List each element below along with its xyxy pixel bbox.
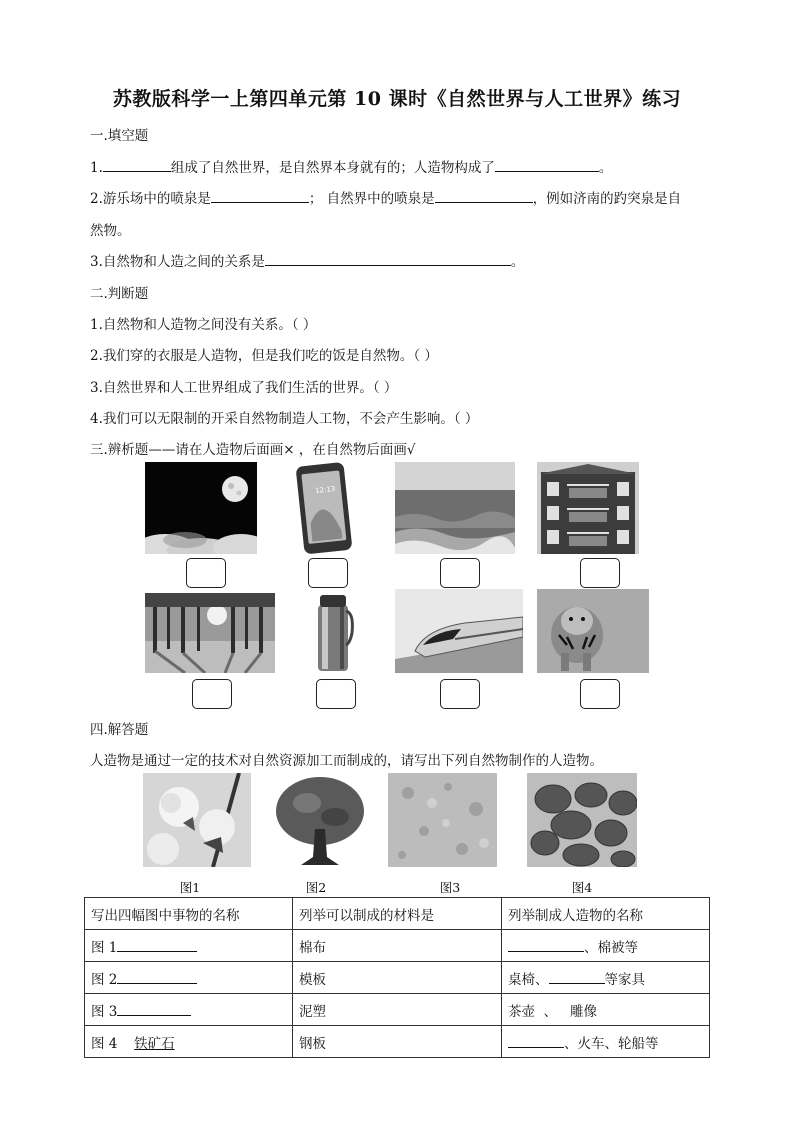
answer-blank[interactable]	[508, 1035, 564, 1048]
table-cell: 、火车、轮船等	[502, 1026, 710, 1058]
answer-blank[interactable]	[508, 939, 584, 952]
table-cell: 模板	[293, 962, 502, 994]
table-cell: 桌椅、 等家具	[502, 962, 710, 994]
blank[interactable]	[495, 159, 599, 172]
worksheet-title: 苏教版科学一上第四单元第 10 课时《自然世界与人工世界》练习	[112, 88, 682, 110]
section3-heading: 三.辨析题——请在人造物后面画× ，在自然物后面画√	[90, 442, 416, 458]
figure-caption: 图3	[439, 880, 461, 895]
fill-question-2-cont: 然物。	[90, 223, 131, 239]
table-header: 写出四幅图中事物的名称	[85, 898, 293, 930]
answer-table	[84, 897, 710, 1058]
answer-blank[interactable]	[117, 939, 197, 952]
judge-item: 3.自然世界和人工世界组成了我们生活的世界。（ ）	[90, 380, 398, 396]
iron-ore-image	[527, 773, 637, 867]
table-cell: 图 2	[85, 962, 293, 994]
sea-waves-image	[395, 462, 515, 554]
high-speed-train-image	[395, 589, 523, 673]
table-row	[85, 1026, 710, 1058]
table-cell: 泥塑	[293, 994, 502, 1026]
tiger-image	[537, 589, 649, 673]
fill-question-2: 2.游乐场中的喷泉是 ； 自然界中的喷泉是 ，例如济南的趵突泉是自	[90, 191, 682, 207]
filled-answer[interactable]: 铁矿石	[134, 1035, 175, 1052]
table-cell: 图 1	[85, 930, 293, 962]
section4-heading: 四.解答题	[90, 722, 149, 738]
cotton-image	[143, 773, 251, 867]
blank[interactable]	[435, 190, 533, 203]
table-row	[85, 930, 710, 962]
smartphone-image	[295, 462, 357, 554]
judge-item: 4.我们可以无限制的开采自然物制造人工物，不会产生影响。（ ）	[90, 411, 479, 427]
answer-box[interactable]	[316, 679, 356, 709]
fill-question-3: 3.自然物和人造之间的关系是 。	[90, 254, 525, 270]
table-cell: 、棉被等	[502, 930, 710, 962]
answer-box[interactable]	[186, 558, 226, 588]
blank[interactable]	[103, 159, 171, 172]
section4-intro: 人造物是通过一定的技术对自然资源加工而制成的，请写出下列自然物制作的人造物。	[90, 753, 603, 769]
table-header: 列举可以制成的材料是	[293, 898, 502, 930]
answer-box[interactable]	[308, 558, 348, 588]
table-row	[85, 962, 710, 994]
figure-caption: 图4	[571, 880, 593, 895]
blank[interactable]	[211, 190, 309, 203]
table-header-row	[85, 898, 710, 930]
tree-image	[273, 773, 367, 867]
answer-blank[interactable]	[117, 1003, 191, 1016]
answer-box[interactable]	[192, 679, 232, 709]
figure-caption: 图2	[305, 880, 327, 895]
answer-box[interactable]	[580, 558, 620, 588]
phone-clock: 12:13	[314, 484, 336, 496]
answer-box[interactable]	[440, 679, 480, 709]
section2-heading: 二.判断题	[90, 286, 149, 302]
moon-night-image	[145, 462, 257, 554]
figure-caption: 图1	[179, 880, 201, 895]
judge-item: 2.我们穿的衣服是人造物，但是我们吃的饭是自然物。（ ）	[90, 348, 438, 364]
answer-box[interactable]	[440, 558, 480, 588]
section1-heading: 一.填空题	[90, 128, 149, 144]
answer-box[interactable]	[580, 679, 620, 709]
fill-question-1: 1. 组成了自然世界，是自然界本身就有的；人造物构成了 。	[90, 160, 613, 176]
table-cell: 图 4 铁矿石	[85, 1026, 293, 1058]
forest-sunlight-image	[145, 593, 275, 673]
table-header: 列举制成人造物的名称	[502, 898, 710, 930]
judge-item: 1.自然物和人造物之间没有关系。（ ）	[90, 317, 317, 333]
table-cell: 钢板	[293, 1026, 502, 1058]
blank[interactable]	[265, 253, 511, 266]
answer-blank[interactable]	[117, 971, 197, 984]
table-cell: 图 3	[85, 994, 293, 1026]
table-cell: 茶壶 、 雕像	[502, 994, 710, 1026]
apartment-building-image	[537, 462, 639, 554]
table-row	[85, 994, 710, 1026]
thermos-flask-image	[312, 593, 354, 673]
table-cell: 棉布	[293, 930, 502, 962]
soil-image	[388, 773, 497, 867]
answer-blank[interactable]	[549, 971, 605, 984]
